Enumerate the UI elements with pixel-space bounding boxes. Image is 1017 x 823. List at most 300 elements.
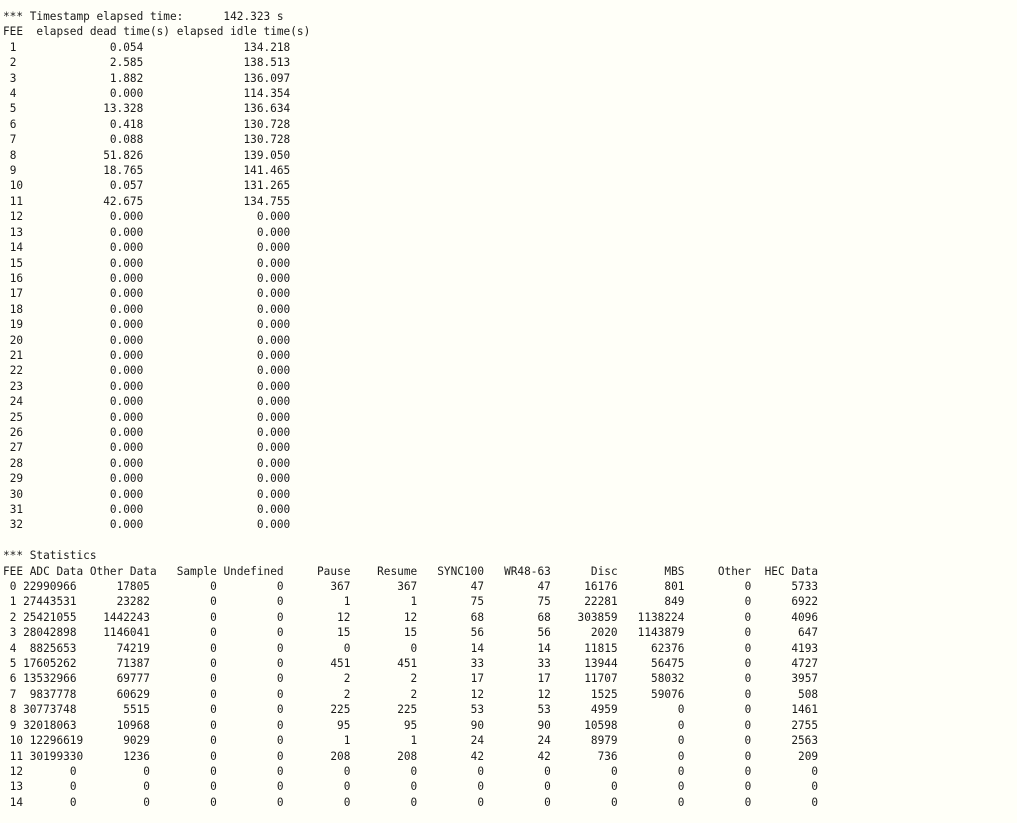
fee-cell: 12 (9, 764, 24, 778)
wr48-63-cell: 68 (537, 610, 551, 624)
fee-id: 19 (9, 318, 24, 332)
statistics-title: *** Statistics (3, 549, 97, 563)
mbs-cell: 0 (677, 795, 685, 809)
terminal-output (3, 9, 818, 810)
fee-id: 9 (9, 164, 17, 178)
fee-times-row (3, 240, 818, 255)
header-wr48-63: WR48-63 (504, 564, 551, 578)
undefined-cell: 0 (276, 780, 284, 794)
disc-cell: 11707 (584, 672, 618, 686)
dead-time-value: 0.000 (109, 425, 144, 439)
hec-data-cell: 2563 (791, 734, 819, 748)
pause-cell: 225 (330, 703, 351, 717)
disc-cell: 10598 (584, 718, 618, 732)
wr48-63-cell: 53 (537, 703, 551, 717)
idle-time-value: 0.000 (256, 287, 291, 301)
idle-time-value: 136.634 (243, 102, 291, 116)
sample-cell: 0 (210, 580, 217, 594)
fee-id: 7 (9, 133, 17, 147)
resume-cell: 225 (397, 703, 418, 717)
pause-cell: 12 (337, 610, 351, 624)
other-data-cell: 60629 (116, 687, 150, 701)
disc-cell: 11815 (584, 641, 618, 655)
other-cell: 0 (744, 641, 752, 655)
mbs-cell: 1143879 (637, 626, 685, 640)
adc-data-cell: 27443531 (23, 595, 77, 609)
fee-times-row (3, 194, 818, 209)
statistics-row (3, 625, 818, 640)
idle-time-value: 130.728 (243, 133, 291, 147)
pause-cell: 0 (343, 641, 351, 655)
statistics-row (3, 795, 818, 810)
fee-cell: 11 (9, 749, 24, 763)
idle-time-value: 0.000 (256, 487, 291, 501)
idle-time-header: elapsed idle time(s) (176, 25, 311, 39)
idle-time-value: 0.000 (256, 503, 291, 516)
dead-time-value: 0.000 (109, 441, 144, 455)
other-cell: 0 (744, 764, 752, 778)
header-pause: Pause (317, 564, 351, 578)
fee-cell: 0 (9, 580, 17, 594)
dead-time-value: 0.000 (109, 379, 144, 393)
other-data-cell: 5515 (123, 703, 150, 717)
statistics-row (3, 779, 818, 794)
sync100-cell: 68 (470, 610, 484, 624)
other-cell: 0 (744, 610, 752, 624)
hec-data-cell: 2755 (791, 718, 819, 732)
idle-time-value: 0.000 (256, 241, 291, 255)
sample-cell: 0 (210, 749, 217, 763)
dead-time-value: 51.826 (103, 148, 144, 162)
hec-data-cell: 647 (797, 626, 819, 640)
statistics-row (3, 764, 818, 779)
wr48-63-cell: 47 (537, 580, 551, 594)
dead-time-value: 0.054 (109, 40, 144, 54)
disc-cell: 303859 (577, 610, 618, 624)
dead-time-value: 0.000 (109, 487, 144, 501)
wr48-63-cell: 0 (544, 780, 551, 794)
mbs-cell: 62376 (651, 641, 685, 655)
other-data-cell: 10968 (116, 718, 150, 732)
dead-time-value: 1.882 (109, 71, 144, 85)
hec-data-cell: 3957 (791, 672, 819, 686)
fee-times-row (3, 487, 818, 502)
sync100-cell: 53 (470, 703, 485, 717)
sample-cell: 0 (210, 595, 217, 609)
fee-id: 18 (9, 302, 24, 316)
sample-cell: 0 (210, 734, 217, 748)
idle-time-value: 0.000 (256, 225, 291, 239)
statistics-row (3, 718, 818, 733)
hec-data-cell: 4193 (791, 641, 819, 655)
sync100-cell: 75 (470, 595, 485, 609)
pause-cell: 0 (343, 764, 351, 778)
adc-data-cell: 8825653 (29, 641, 77, 655)
fee-times-row (3, 117, 818, 132)
other-data-cell: 17805 (116, 580, 150, 594)
resume-cell: 95 (403, 718, 418, 732)
fee-id: 8 (9, 148, 17, 162)
sample-cell: 0 (210, 626, 217, 640)
dead-time-value: 13.328 (103, 102, 144, 116)
pause-cell: 15 (337, 626, 351, 640)
dead-time-value: 0.000 (109, 364, 144, 378)
fee-times-row (3, 225, 818, 240)
wr48-63-cell: 12 (537, 687, 551, 701)
fee-times-row (3, 517, 818, 532)
fee-cell: 14 (9, 795, 24, 809)
header-other-data: Other Data (89, 564, 157, 578)
fee-cell: 10 (9, 734, 24, 748)
undefined-cell: 0 (276, 703, 284, 717)
sync100-cell: 56 (470, 626, 484, 640)
adc-data-cell: 13532966 (23, 672, 77, 686)
idle-time-value: 0.000 (256, 472, 291, 486)
statistics-row (3, 641, 818, 656)
fee-id: 21 (9, 348, 24, 362)
undefined-cell: 0 (276, 734, 284, 748)
undefined-cell: 0 (276, 795, 284, 809)
resume-cell: 0 (410, 780, 418, 794)
fee-times-row (3, 333, 818, 348)
undefined-cell: 0 (276, 626, 284, 640)
hec-data-cell: 6922 (791, 595, 819, 609)
fee-id: 5 (9, 102, 17, 116)
idle-time-value: 0.000 (256, 379, 291, 393)
statistics-row (3, 610, 818, 625)
fee-cell: 1 (9, 595, 17, 609)
adc-data-cell: 22990966 (23, 580, 77, 594)
sync100-cell: 90 (470, 718, 484, 732)
fee-cell: 2 (9, 610, 17, 624)
disc-cell: 1525 (590, 687, 618, 701)
undefined-cell: 0 (276, 749, 284, 763)
fee-id: 2 (9, 56, 17, 70)
pause-cell: 208 (330, 749, 351, 763)
fee-id: 31 (9, 503, 24, 516)
hec-data-cell: 0 (811, 764, 819, 778)
resume-cell: 1 (410, 734, 418, 748)
disc-cell: 22281 (584, 595, 618, 609)
fee-times-row (3, 163, 818, 178)
header-undefined: Undefined (223, 564, 284, 578)
pause-cell: 367 (330, 580, 351, 594)
fee-times-row (3, 101, 818, 116)
pause-cell: 1 (343, 595, 351, 609)
dead-time-value: 0.000 (109, 472, 144, 486)
dead-time-value: 0.000 (109, 302, 144, 316)
dead-time-value: 0.000 (109, 333, 144, 347)
resume-cell: 0 (410, 641, 418, 655)
adc-data-cell: 28042898 (23, 626, 77, 640)
resume-cell: 0 (410, 795, 418, 809)
other-data-cell: 1442243 (103, 610, 150, 624)
dead-time-value: 0.000 (109, 287, 144, 301)
resume-cell: 367 (397, 580, 418, 594)
sync100-cell: 17 (470, 672, 485, 686)
header-adc-data: ADC Data (29, 564, 84, 578)
idle-time-value: 130.728 (243, 117, 291, 131)
mbs-cell: 58032 (651, 672, 685, 686)
mbs-cell: 801 (664, 580, 685, 594)
mbs-cell: 56475 (651, 657, 685, 671)
fee-id: 22 (9, 364, 24, 378)
dead-time-value: 0.000 (109, 503, 144, 516)
statistics-row (3, 702, 818, 717)
fee-times-row (3, 379, 818, 394)
idle-time-value: 0.000 (256, 395, 291, 409)
header-fee: FEE (3, 564, 24, 578)
adc-data-cell: 0 (69, 780, 77, 794)
sample-cell: 0 (210, 718, 217, 732)
adc-data-cell: 12296619 (29, 734, 84, 748)
undefined-cell: 0 (276, 672, 284, 686)
resume-cell: 2 (410, 672, 418, 686)
resume-cell: 15 (403, 626, 418, 640)
resume-cell: 12 (403, 610, 418, 624)
mbs-cell: 0 (677, 780, 685, 794)
hec-data-cell: 0 (811, 795, 819, 809)
fee-times-row (3, 132, 818, 147)
other-cell: 0 (744, 687, 752, 701)
wr48-63-cell: 90 (537, 718, 551, 732)
adc-data-cell: 0 (69, 795, 77, 809)
fee-id: 20 (9, 333, 24, 347)
fee-id: 16 (9, 271, 24, 285)
header-mbs: MBS (664, 564, 685, 578)
fee-times-row (3, 471, 818, 486)
hec-data-cell: 4727 (791, 657, 819, 671)
disc-cell: 13944 (584, 657, 618, 671)
dead-time-value: 0.000 (109, 271, 144, 285)
adc-data-cell: 32018063 (23, 718, 77, 732)
other-data-cell: 0 (143, 795, 150, 809)
statistics-row (3, 594, 818, 609)
other-cell: 0 (744, 703, 752, 717)
mbs-cell: 59076 (651, 687, 685, 701)
fee-times-row (3, 317, 818, 332)
fee-times-row (3, 502, 818, 517)
fee-id: 32 (9, 518, 24, 532)
idle-time-value: 0.000 (256, 441, 291, 455)
disc-cell: 2020 (590, 626, 618, 640)
undefined-cell: 0 (276, 687, 284, 701)
fee-cell: 6 (9, 672, 17, 686)
fee-id: 26 (9, 425, 24, 439)
fee-id: 29 (9, 472, 24, 486)
fee-times-row (3, 363, 818, 378)
sync100-cell: 0 (477, 780, 485, 794)
timestamp-label: *** Timestamp elapsed time: (3, 10, 184, 23)
adc-data-cell: 9837778 (29, 687, 77, 701)
idle-time-value: 114.354 (243, 87, 291, 101)
fee-id: 3 (9, 71, 17, 85)
statistics-row (3, 671, 818, 686)
idle-time-value: 0.000 (256, 410, 291, 424)
idle-time-value: 0.000 (256, 318, 291, 332)
wr48-63-cell: 17 (537, 672, 551, 686)
disc-cell: 0 (610, 795, 618, 809)
other-data-cell: 74219 (116, 641, 150, 655)
other-cell: 0 (744, 672, 752, 686)
dead-time-value: 0.000 (109, 395, 144, 409)
other-cell: 0 (744, 734, 752, 748)
sample-cell: 0 (210, 610, 217, 624)
hec-data-cell: 0 (811, 780, 819, 794)
pause-cell: 95 (337, 718, 351, 732)
fee-cell: 4 (9, 641, 17, 655)
idle-time-value: 0.000 (256, 456, 291, 470)
wr48-63-cell: 75 (537, 595, 551, 609)
idle-time-value: 0.000 (256, 302, 291, 316)
undefined-cell: 0 (276, 718, 284, 732)
fee-id: 13 (9, 225, 24, 239)
mbs-cell: 0 (677, 749, 685, 763)
fee-times-row (3, 86, 818, 101)
pause-cell: 0 (343, 795, 351, 809)
statistics-row (3, 733, 818, 748)
fee-id: 27 (9, 441, 24, 455)
hec-data-cell: 508 (798, 687, 819, 701)
fee-cell: 5 (9, 657, 17, 671)
fee-times-row (3, 440, 818, 455)
sample-cell: 0 (210, 780, 217, 794)
adc-data-cell: 30773748 (23, 703, 77, 717)
sync100-cell: 0 (477, 764, 485, 778)
fee-id: 6 (9, 117, 17, 131)
idle-time-value: 0.000 (256, 348, 291, 362)
header-other: Other (717, 564, 752, 578)
fee-times-row (3, 148, 818, 163)
idle-time-value: 138.513 (243, 56, 291, 70)
fee-times-row (3, 256, 818, 271)
mbs-cell: 0 (677, 734, 685, 748)
dead-time-value: 0.000 (109, 410, 144, 424)
pause-cell: 1 (343, 734, 351, 748)
disc-cell: 8979 (590, 734, 618, 748)
resume-cell: 2 (410, 687, 418, 701)
undefined-cell: 0 (276, 610, 284, 624)
disc-cell: 736 (597, 749, 618, 763)
adc-data-cell: 0 (69, 764, 77, 778)
idle-time-value: 0.000 (256, 518, 291, 532)
other-cell: 0 (744, 595, 752, 609)
undefined-cell: 0 (276, 657, 284, 671)
fee-id: 4 (9, 87, 17, 101)
fee-cell: 7 (9, 687, 17, 701)
pause-cell: 2 (343, 672, 351, 686)
other-data-cell: 1146041 (103, 626, 150, 640)
dead-time-value: 18.765 (103, 164, 144, 178)
sample-cell: 0 (210, 795, 217, 809)
fee-id: 30 (9, 487, 24, 501)
dead-time-value: 42.675 (103, 194, 144, 208)
sync100-cell: 47 (470, 580, 485, 594)
idle-time-value: 0.000 (256, 271, 291, 285)
statistics-row (3, 687, 818, 702)
idle-time-value: 141.465 (243, 164, 291, 178)
resume-cell: 451 (397, 657, 418, 671)
fee-cell: 13 (9, 780, 24, 794)
wr48-63-cell: 24 (537, 734, 551, 748)
fee-times-header (3, 24, 818, 39)
statistics-table (3, 579, 818, 810)
sample-cell: 0 (210, 641, 217, 655)
idle-time-value: 134.218 (243, 40, 291, 54)
undefined-cell: 0 (276, 641, 284, 655)
fee-times-row (3, 286, 818, 301)
dead-time-value: 0.418 (109, 117, 144, 131)
fee-times-row (3, 410, 818, 425)
adc-data-cell: 25421055 (23, 610, 77, 624)
statistics-row (3, 656, 818, 671)
fee-id: 14 (9, 241, 24, 255)
fee-id: 11 (9, 194, 24, 208)
fee-times-row (3, 271, 818, 286)
header-sample: Sample (176, 564, 217, 578)
statistics-row (3, 749, 818, 764)
fee-id: 28 (9, 456, 24, 470)
hec-data-cell: 4096 (791, 610, 819, 624)
fee-times-row (3, 348, 818, 363)
wr48-63-cell: 0 (544, 795, 551, 809)
fee-id: 15 (9, 256, 24, 270)
idle-time-value: 136.097 (243, 71, 291, 85)
sample-cell: 0 (210, 672, 217, 686)
other-cell: 0 (744, 749, 752, 763)
disc-cell: 0 (610, 764, 618, 778)
sample-cell: 0 (210, 764, 217, 778)
other-data-cell: 71387 (116, 657, 150, 671)
header-disc: Disc (590, 564, 618, 578)
sync100-cell: 0 (477, 795, 485, 809)
header-resume: Resume (377, 564, 418, 578)
wr48-63-cell: 56 (537, 626, 551, 640)
fee-cell: 9 (9, 718, 17, 732)
mbs-cell: 849 (664, 595, 685, 609)
sync100-cell: 24 (470, 734, 485, 748)
idle-time-value: 0.000 (256, 210, 291, 224)
other-cell: 0 (744, 657, 752, 671)
fee-header: FEE (3, 25, 24, 39)
idle-time-value: 0.000 (256, 256, 291, 270)
undefined-cell: 0 (276, 595, 284, 609)
dead-time-value: 0.057 (109, 179, 144, 193)
dead-time-header: elapsed dead time(s) (36, 25, 170, 39)
pause-cell: 2 (343, 687, 351, 701)
statistics-row (3, 579, 818, 594)
mbs-cell: 0 (677, 718, 685, 732)
other-data-cell: 0 (143, 780, 150, 794)
fee-times-table (3, 40, 818, 533)
idle-time-value: 0.000 (256, 333, 291, 347)
dead-time-value: 0.000 (109, 241, 144, 255)
fee-times-row (3, 302, 818, 317)
wr48-63-cell: 33 (537, 657, 551, 671)
sync100-cell: 33 (470, 657, 485, 671)
other-data-cell: 9029 (123, 734, 150, 748)
sync100-cell: 12 (470, 687, 485, 701)
sample-cell: 0 (210, 657, 217, 671)
timestamp-value: 142.323 (223, 10, 271, 23)
disc-cell: 0 (610, 780, 618, 794)
dead-time-value: 0.000 (109, 256, 144, 270)
fee-times-row (3, 209, 818, 224)
mbs-cell: 0 (677, 764, 685, 778)
idle-time-value: 0.000 (256, 364, 291, 378)
fee-id: 10 (9, 179, 24, 193)
fee-id: 12 (9, 210, 24, 224)
